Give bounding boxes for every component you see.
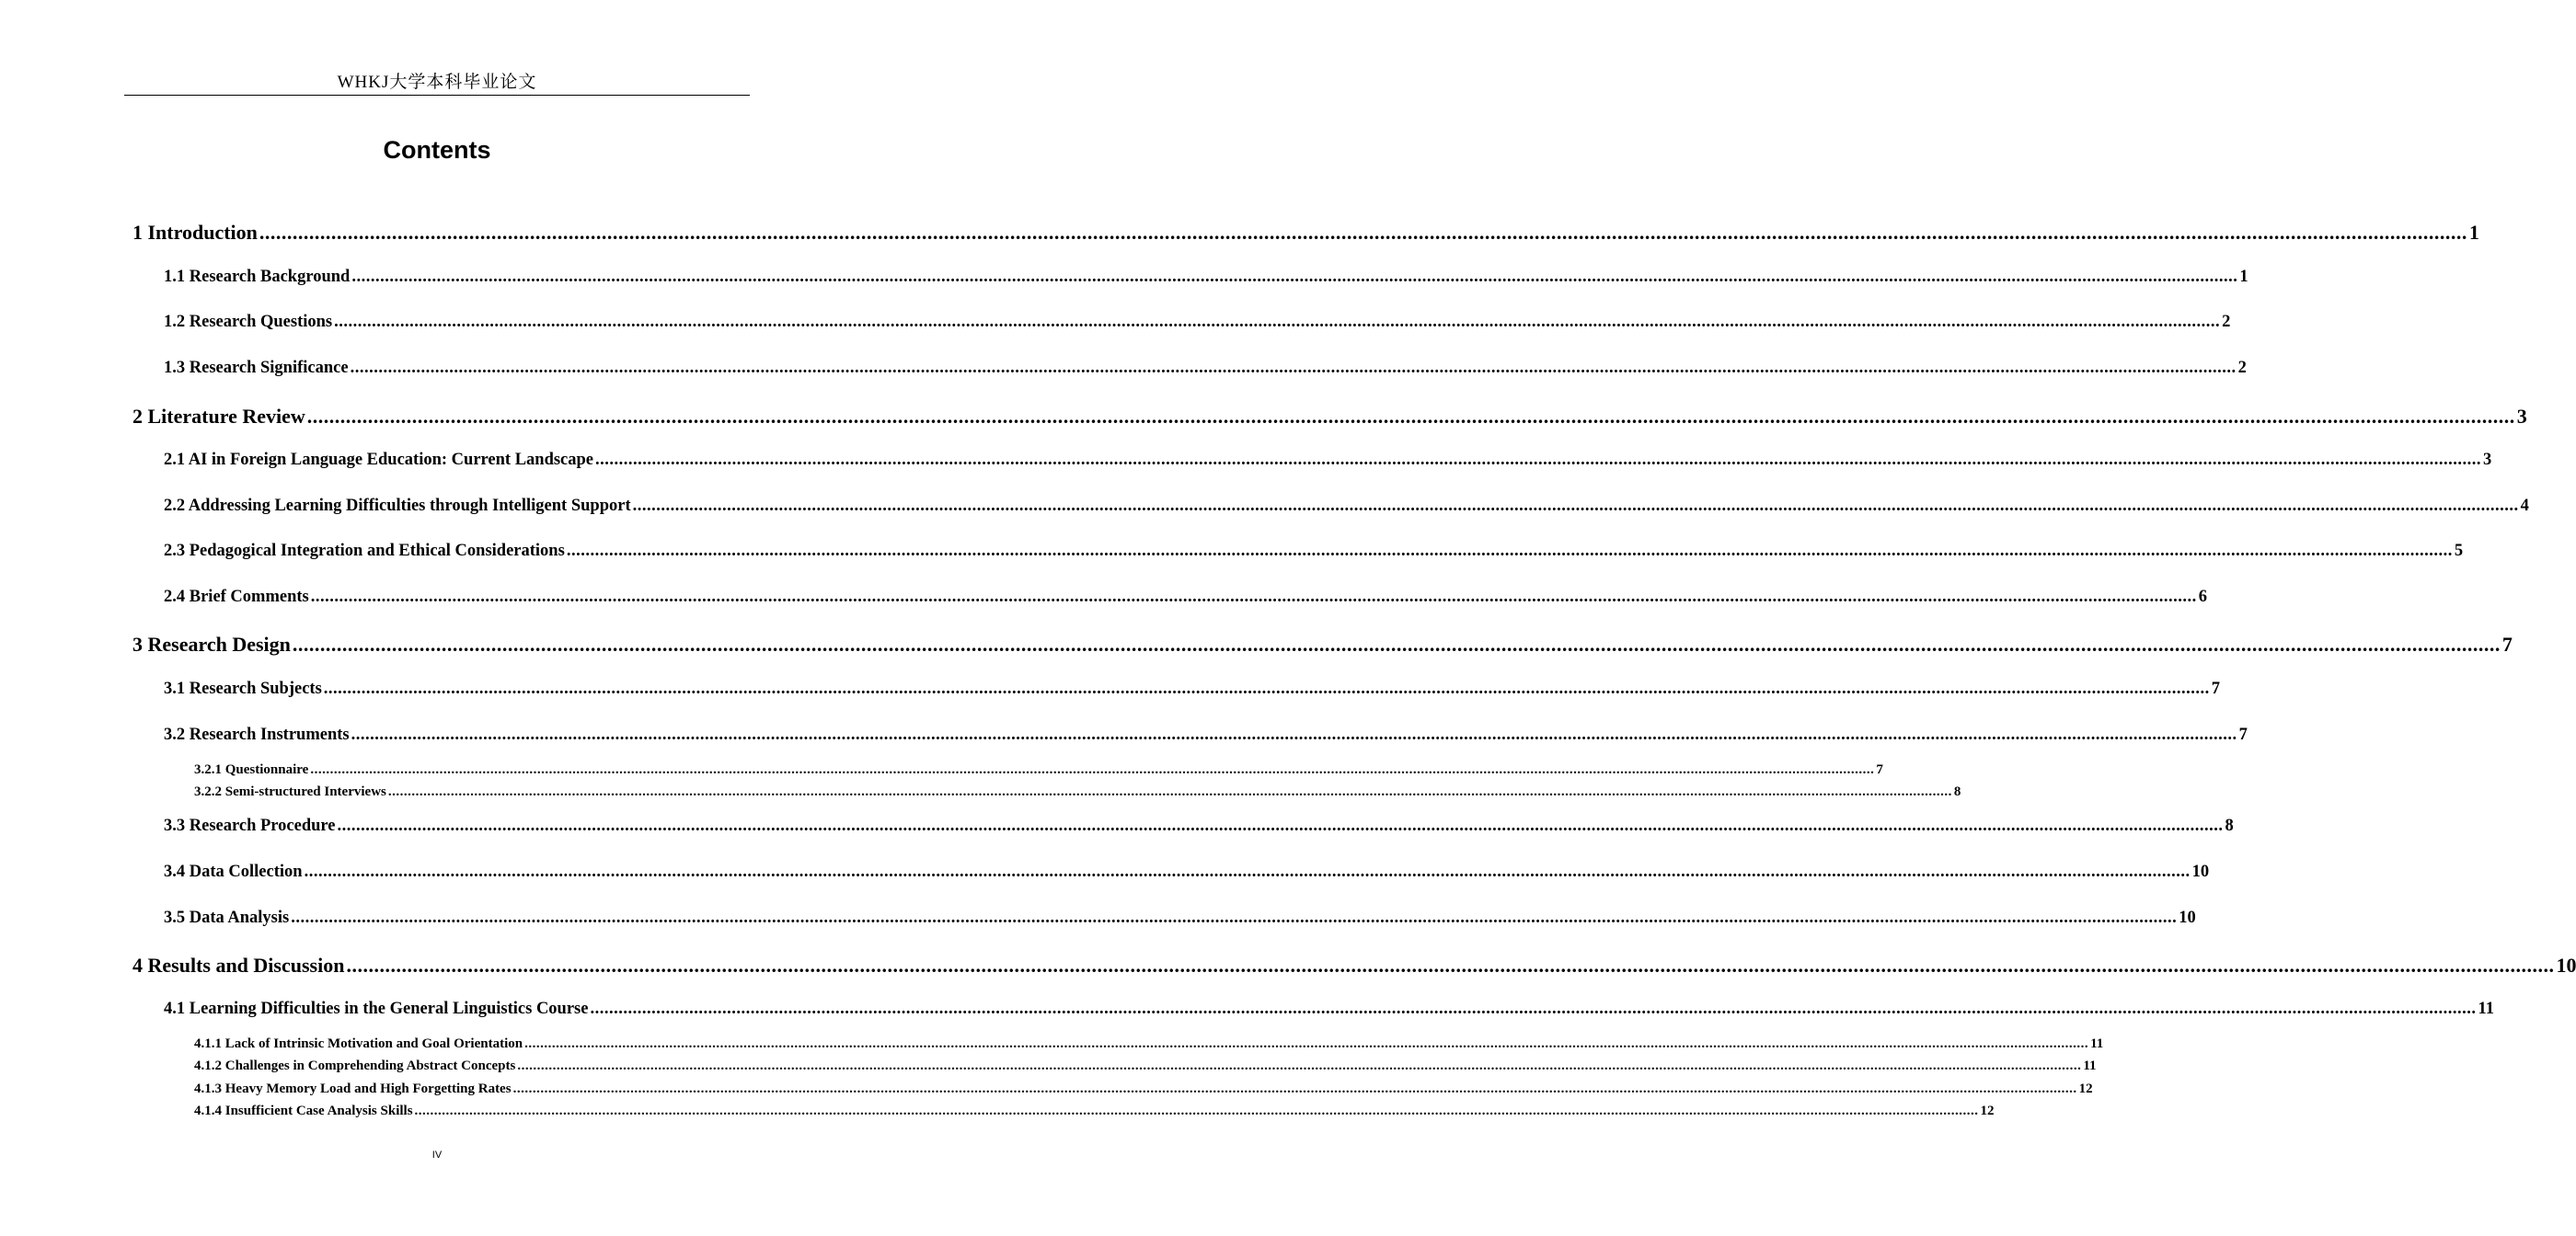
toc-dot-leader: ................................................................................................................................................................................................................................................................................................................................................................................................................: [632, 497, 2519, 515]
toc-dot-leader: ................................................................................................................................................................................................................................................................................................................................................................................................................: [306, 405, 2515, 428]
toc-entry-title: 1.3 Research Significance: [164, 359, 349, 377]
toc-entry-title: 4 Results and Discussion: [132, 954, 345, 977]
toc-entry-page: 10: [2556, 954, 2576, 977]
toc-entry-title: 3.2 Research Instruments: [164, 726, 350, 744]
toc-entry[interactable]: [132, 633, 2513, 657]
toc-dot-leader: ................................................................................................................................................................................................................................................................................................................................................................................................................: [346, 954, 2555, 977]
toc-entry[interactable]: [164, 817, 2234, 836]
toc-entry-page: 7: [2501, 633, 2513, 656]
toc-entry-title: 3.4 Data Collection: [164, 863, 303, 881]
footer-page-number: IV: [431, 1150, 443, 1161]
toc-dot-leader: ................................................................................................................................................................................................................................................................................................................................................................................................................: [334, 313, 2221, 331]
toc-entry-title: 1.2 Research Questions: [164, 313, 333, 331]
toc-entry[interactable]: [194, 1036, 2104, 1052]
toc-entry-page: 7: [1876, 762, 1883, 777]
toc-dot-leader: ................................................................................................................................................................................................................................................................................................................................................................................................................: [517, 1059, 2082, 1073]
toc-entry-page: 7: [2238, 726, 2248, 744]
toc-entry-page: 3: [2483, 451, 2492, 469]
toc-entry[interactable]: [164, 588, 2207, 607]
toc-entry-title: 4.1.3 Heavy Memory Load and High Forgetting Rates: [194, 1082, 512, 1096]
toc-entry[interactable]: [164, 680, 2221, 699]
toc-entry-page: 2: [2237, 359, 2247, 377]
toc-entry-page: 5: [2454, 542, 2464, 560]
toc-dot-leader: ................................................................................................................................................................................................................................................................................................................................................................................................................: [512, 1082, 2077, 1096]
toc-entry-page: 4: [2520, 497, 2529, 515]
toc-entry-page: 8: [1953, 784, 1961, 799]
toc-entry-page: 2: [2222, 313, 2231, 331]
toc-entry-title: 4.1.1 Lack of Intrinsic Motivation and Goal Orientation: [194, 1036, 523, 1051]
toc-entry-page: 6: [2198, 588, 2207, 606]
toc-dot-leader: ................................................................................................................................................................................................................................................................................................................................................................................................................: [595, 451, 2482, 469]
toc-entry-title: 2.1 AI in Foreign Language Education: Current Landscape: [164, 451, 594, 469]
toc-entry-title: 3.5 Data Analysis: [164, 909, 290, 927]
toc-dot-leader: ................................................................................................................................................................................................................................................................................................................................................................................................................: [350, 359, 2237, 377]
toc-entry-title: 2.3 Pedagogical Integration and Ethical Considerations: [164, 542, 565, 560]
toc-dot-leader: ................................................................................................................................................................................................................................................................................................................................................................................................................: [310, 588, 2197, 606]
toc-entry-title: 4.1 Learning Difficulties in the General Linguistics Course: [164, 1000, 589, 1018]
toc-entry[interactable]: [164, 909, 2196, 928]
toc-entry[interactable]: [194, 784, 1961, 800]
toc-entry-page: 11: [2090, 1036, 2104, 1051]
toc-entry-page: 3: [2516, 405, 2527, 428]
toc-dot-leader: ................................................................................................................................................................................................................................................................................................................................................................................................................: [304, 863, 2191, 881]
toc-entry[interactable]: [164, 1000, 2494, 1019]
toc-entry[interactable]: [164, 863, 2210, 882]
toc-entry-page: 1: [2468, 221, 2479, 244]
toc-dot-leader: ................................................................................................................................................................................................................................................................................................................................................................................................................: [337, 817, 2224, 835]
toc-dot-leader: ................................................................................................................................................................................................................................................................................................................................................................................................................: [323, 680, 2210, 698]
toc-entry-title: 4.1.2 Challenges in Comprehending Abstract Concepts: [194, 1059, 516, 1073]
toc-entry-title: 3.2.1 Questionnaire: [194, 762, 309, 777]
toc-entry[interactable]: [164, 542, 2464, 561]
toc-entry[interactable]: [164, 313, 2231, 332]
toc-entry-title: 3.1 Research Subjects: [164, 680, 322, 698]
header-rule: [124, 95, 750, 96]
toc-entry[interactable]: [132, 221, 2479, 245]
toc-entry[interactable]: [132, 954, 2576, 978]
toc-entry-title: 3.3 Research Procedure: [164, 817, 336, 835]
toc-dot-leader: ................................................................................................................................................................................................................................................................................................................................................................................................................: [524, 1036, 2089, 1051]
toc-dot-leader: ................................................................................................................................................................................................................................................................................................................................................................................................................: [292, 633, 2501, 656]
toc-dot-leader: ................................................................................................................................................................................................................................................................................................................................................................................................................: [414, 1104, 1979, 1118]
toc-entry-title: 1 Introduction: [132, 221, 258, 244]
toc-entry-title: 2 Literature Review: [132, 405, 305, 428]
toc-entry-page: 10: [2191, 863, 2210, 881]
toc-entry[interactable]: [194, 762, 1883, 778]
toc-dot-leader: ................................................................................................................................................................................................................................................................................................................................................................................................................: [291, 909, 2178, 927]
toc-entry-page: 12: [1980, 1104, 1995, 1118]
toc-entry-page: 11: [2478, 1000, 2494, 1018]
toc-entry-title: 1.1 Research Background: [164, 268, 351, 286]
toc-entry-page: 10: [2179, 909, 2196, 927]
toc-entry-title: 3 Research Design: [132, 633, 291, 656]
toc-entry[interactable]: [164, 359, 2247, 378]
toc-entry[interactable]: [194, 1082, 2093, 1097]
toc-dot-leader: ................................................................................................................................................................................................................................................................................................................................................................................................................: [310, 762, 1875, 777]
toc-entry[interactable]: [164, 726, 2248, 745]
toc-entry-title: 2.2 Addressing Learning Difficulties through Intelligent Support: [164, 497, 631, 515]
toc-entry[interactable]: [164, 268, 2248, 287]
toc-entry[interactable]: [194, 1104, 1995, 1119]
toc-entry[interactable]: [132, 405, 2527, 429]
toc-entry-page: 12: [2078, 1082, 2093, 1096]
toc-dot-leader: ................................................................................................................................................................................................................................................................................................................................................................................................................: [387, 784, 1952, 799]
toc-dot-leader: ................................................................................................................................................................................................................................................................................................................................................................................................................: [351, 726, 2237, 744]
toc-dot-leader: ................................................................................................................................................................................................................................................................................................................................................................................................................: [590, 1000, 2477, 1018]
toc-dot-leader: ................................................................................................................................................................................................................................................................................................................................................................................................................: [566, 542, 2453, 560]
toc-entry-title: 2.4 Brief Comments: [164, 588, 309, 606]
toc-dot-leader: ................................................................................................................................................................................................................................................................................................................................................................................................................: [259, 221, 2467, 244]
toc-entry-page: 1: [2239, 268, 2248, 286]
toc-entry-title: 4.1.4 Insufficient Case Analysis Skills: [194, 1104, 413, 1118]
toc-entry[interactable]: [164, 497, 2529, 516]
page-title: Contents: [383, 136, 491, 164]
toc-entry-page: 7: [2211, 680, 2221, 698]
running-header: WHKJ大学本科毕业论文: [337, 73, 537, 92]
toc-dot-leader: ................................................................................................................................................................................................................................................................................................................................................................................................................: [351, 268, 2238, 286]
toc-entry-page: 11: [2083, 1059, 2097, 1073]
toc-entry[interactable]: [164, 451, 2492, 470]
toc-entry[interactable]: [194, 1059, 2097, 1074]
toc-entry-title: 3.2.2 Semi-structured Interviews: [194, 784, 386, 799]
toc-entry-page: 8: [2225, 817, 2234, 835]
